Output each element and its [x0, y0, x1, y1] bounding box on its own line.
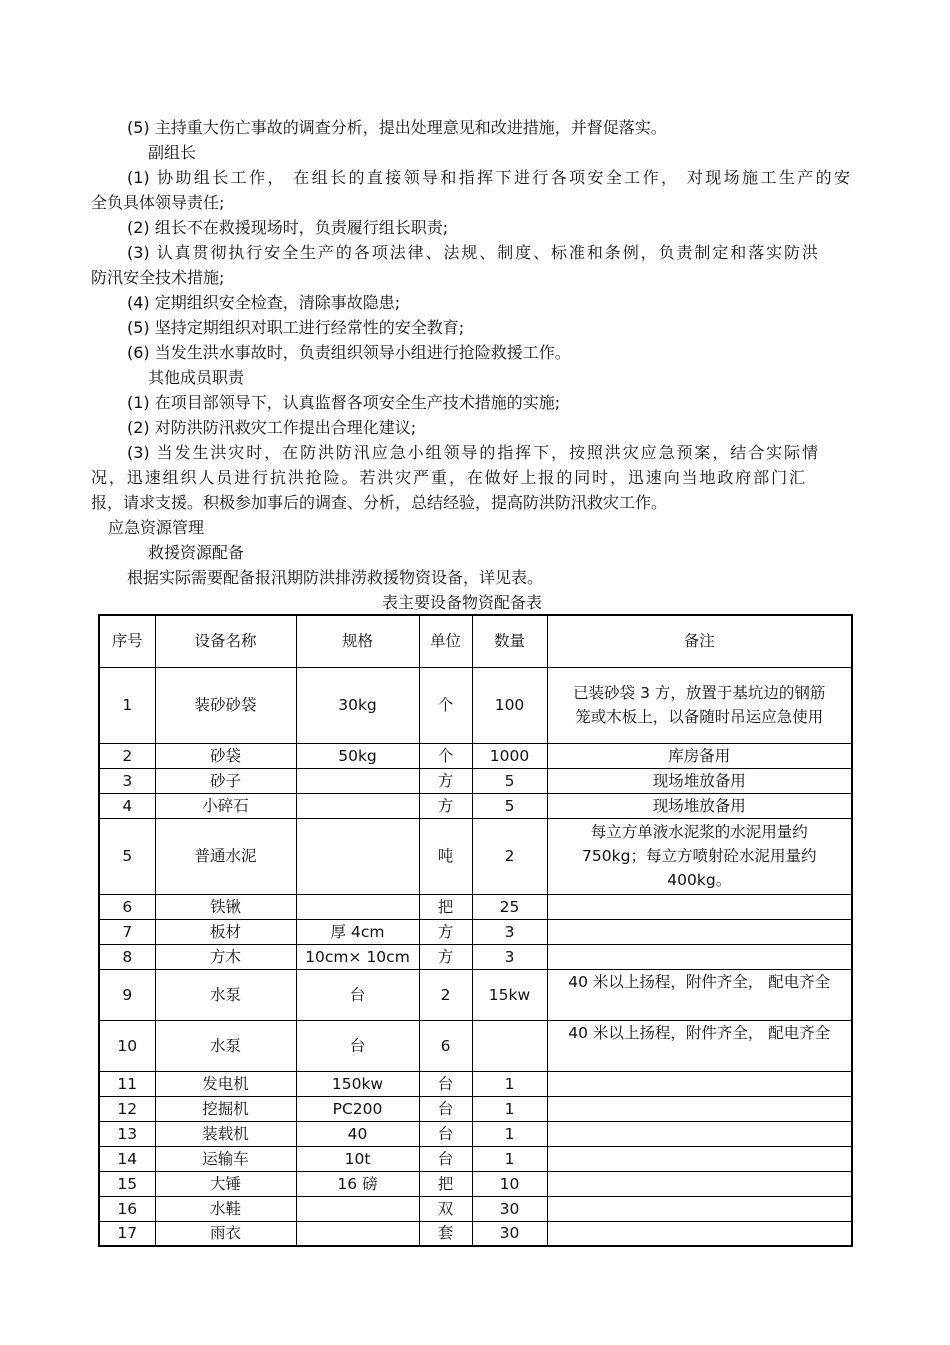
cell-quantity: 100 [472, 667, 547, 743]
cell-index: 16 [99, 1196, 155, 1221]
cell-remark: 现场堆放备用 [547, 768, 852, 793]
cell-index: 15 [99, 1171, 155, 1196]
heading-emergency-resources: 应急资源管理 [108, 518, 205, 537]
paragraph-member-duty-3-line3: 报，请求支援。积极参加事后的调查、分析，总结经验，提高防洪防汛救灾工作。 [91, 493, 668, 512]
cell-quantity: 1 [472, 1146, 547, 1171]
header-remark: 备注 [547, 615, 852, 667]
cell-quantity: 1 [472, 1121, 547, 1146]
paragraph-member-duty-3-line1: (3) 当发生洪灾时，在防洪防汛应急小组领导的指挥下，按照洪灾应急预案，结合实际情 [127, 443, 818, 462]
cell-index: 17 [99, 1221, 155, 1246]
cell-unit: 台 [419, 1071, 472, 1096]
paragraph-deputy-duty-2: (2) 组长不在救援现场时，负责履行组长职责; [127, 218, 449, 237]
cell-unit: 把 [419, 1171, 472, 1196]
cell-remark [547, 919, 852, 944]
cell-name: 装砂砂袋 [155, 667, 296, 743]
cell-unit: 6 [419, 1020, 472, 1071]
cell-unit: 方 [419, 944, 472, 969]
cell-spec: 台 [296, 969, 419, 1020]
header-equipment-name: 设备名称 [155, 615, 296, 667]
heading-other-members: 其他成员职责 [148, 368, 245, 387]
cell-spec: 10t [296, 1146, 419, 1171]
cell-spec: PC200 [296, 1096, 419, 1121]
cell-spec: 台 [296, 1020, 419, 1071]
paragraph-deputy-duty-1-line1: (1) 协助组长工作， 在组长的直接领导和指挥下进行各项安全工作， 对现场施工生产的安 [127, 168, 850, 187]
cell-index: 12 [99, 1096, 155, 1121]
header-spec: 规格 [296, 615, 419, 667]
table-row [99, 793, 852, 818]
cell-spec [296, 1196, 419, 1221]
cell-index: 6 [99, 894, 155, 919]
cell-name: 砂袋 [155, 743, 296, 768]
table-row [99, 1121, 852, 1146]
cell-index: 8 [99, 944, 155, 969]
cell-spec: 厚 4cm [296, 919, 419, 944]
cell-unit: 套 [419, 1221, 472, 1246]
cell-remark: 40 米以上扬程，附件齐全， 配电齐全 [547, 1020, 852, 1071]
cell-name: 水泵 [155, 969, 296, 1020]
cell-unit: 方 [419, 919, 472, 944]
paragraph-deputy-duty-3-line2: 防汛安全技术措施; [91, 268, 225, 287]
cell-remark: 已装砂袋 3 方，放置于基坑边的钢筋笼或木板上，以备随时吊运应急使用 [547, 667, 852, 743]
cell-index: 10 [99, 1020, 155, 1071]
cell-spec: 40 [296, 1121, 419, 1146]
table-header-row [99, 615, 852, 667]
cell-name: 雨衣 [155, 1221, 296, 1246]
cell-spec [296, 768, 419, 793]
cell-name: 挖掘机 [155, 1096, 296, 1121]
cell-remark [547, 1196, 852, 1221]
cell-quantity: 10 [472, 1171, 547, 1196]
cell-remark [547, 1171, 852, 1196]
cell-remark [547, 1096, 852, 1121]
heading-rescue-resources: 救援资源配备 [148, 543, 245, 562]
cell-remark: 现场堆放备用 [547, 793, 852, 818]
table-row [99, 944, 852, 969]
paragraph-member-duty-2: (2) 对防洪防汛救灾工作提出合理化建议; [127, 418, 417, 437]
paragraph-deputy-duty-6: (6) 当发生洪水事故时，负责组织领导小组进行抢险救援工作。 [127, 343, 571, 362]
cell-name: 装载机 [155, 1121, 296, 1146]
cell-index: 4 [99, 793, 155, 818]
cell-index: 5 [99, 818, 155, 894]
cell-name: 运输车 [155, 1146, 296, 1171]
cell-quantity: 3 [472, 944, 547, 969]
table-row [99, 969, 852, 1020]
cell-quantity: 2 [472, 818, 547, 894]
table-caption: 表主要设备物资配备表 [382, 593, 543, 612]
table-row [99, 919, 852, 944]
cell-quantity: 1 [472, 1096, 547, 1121]
cell-name: 水泵 [155, 1020, 296, 1071]
cell-index: 1 [99, 667, 155, 743]
cell-name: 板材 [155, 919, 296, 944]
cell-quantity: 5 [472, 793, 547, 818]
cell-remark [547, 1146, 852, 1171]
cell-unit: 方 [419, 768, 472, 793]
equipment-table [98, 614, 853, 1247]
table-row [99, 818, 852, 894]
cell-unit: 个 [419, 667, 472, 743]
cell-unit: 把 [419, 894, 472, 919]
cell-unit: 方 [419, 793, 472, 818]
header-unit: 单位 [419, 615, 472, 667]
cell-remark [547, 894, 852, 919]
cell-unit: 台 [419, 1146, 472, 1171]
paragraph-deputy-duty-5: (5) 坚持定期组织对职工进行经常性的安全教育; [127, 318, 465, 337]
table-row [99, 1221, 852, 1246]
table-row [99, 743, 852, 768]
table-row [99, 667, 852, 743]
cell-spec: 10cm× 10cm [296, 944, 419, 969]
cell-spec [296, 818, 419, 894]
cell-index: 7 [99, 919, 155, 944]
heading-deputy-leader: 副组长 [148, 143, 197, 162]
paragraph-deputy-duty-1-line2: 全负具体领导责任; [91, 193, 225, 212]
cell-index: 9 [99, 969, 155, 1020]
cell-quantity: 1000 [472, 743, 547, 768]
cell-remark: 40 米以上扬程，附件齐全， 配电齐全 [547, 969, 852, 1020]
cell-name: 普通水泥 [155, 818, 296, 894]
table-row [99, 1196, 852, 1221]
paragraph-deputy-duty-3-line1: (3) 认真贯彻执行安全生产的各项法律、法规、制度、标准和条例，负责制定和落实防洪 [127, 243, 818, 262]
cell-remark [547, 1221, 852, 1246]
table-row [99, 1071, 852, 1096]
cell-name: 发电机 [155, 1071, 296, 1096]
cell-unit: 双 [419, 1196, 472, 1221]
cell-index: 3 [99, 768, 155, 793]
paragraph-resource-intro: 根据实际需要配备报汛期防洪排涝救援物资设备，详见表。 [127, 568, 544, 587]
cell-unit: 个 [419, 743, 472, 768]
cell-index: 11 [99, 1071, 155, 1096]
cell-name: 水鞋 [155, 1196, 296, 1221]
cell-remark: 库房备用 [547, 743, 852, 768]
header-quantity: 数量 [472, 615, 547, 667]
cell-remark [547, 1121, 852, 1146]
cell-name: 铁锹 [155, 894, 296, 919]
cell-unit: 台 [419, 1096, 472, 1121]
cell-quantity: 15kw [472, 969, 547, 1020]
table-row [99, 894, 852, 919]
cell-index: 13 [99, 1121, 155, 1146]
cell-spec: 50kg [296, 743, 419, 768]
cell-quantity: 30 [472, 1196, 547, 1221]
cell-unit: 吨 [419, 818, 472, 894]
paragraph-member-duty-1: (1) 在项目部领导下，认真监督各项安全生产技术措施的实施; [127, 393, 561, 412]
header-index: 序号 [99, 615, 155, 667]
cell-quantity [472, 1020, 547, 1071]
cell-quantity: 25 [472, 894, 547, 919]
cell-name: 方木 [155, 944, 296, 969]
cell-spec [296, 793, 419, 818]
cell-index: 14 [99, 1146, 155, 1171]
cell-spec [296, 894, 419, 919]
table-row [99, 1020, 852, 1071]
cell-spec: 150kw [296, 1071, 419, 1096]
paragraph-member-duty-3-line2: 况，迅速组织人员进行抗洪抢险。若洪灾严重，在做好上报的同时，迅速向当地政府部门汇 [91, 468, 805, 487]
paragraph-leader-duty-5: (5) 主持重大伤亡事故的调查分析，提出处理意见和改进措施，并督促落实。 [127, 118, 667, 137]
cell-index: 2 [99, 743, 155, 768]
cell-name: 小碎石 [155, 793, 296, 818]
cell-quantity: 30 [472, 1221, 547, 1246]
cell-spec: 16 磅 [296, 1171, 419, 1196]
cell-remark [547, 944, 852, 969]
table-row [99, 768, 852, 793]
cell-spec: 30kg [296, 667, 419, 743]
cell-quantity: 3 [472, 919, 547, 944]
cell-unit: 2 [419, 969, 472, 1020]
table-row [99, 1171, 852, 1196]
table-row [99, 1096, 852, 1121]
cell-quantity: 5 [472, 768, 547, 793]
cell-name: 大锤 [155, 1171, 296, 1196]
cell-remark [547, 1071, 852, 1096]
table-row [99, 1146, 852, 1171]
cell-spec [296, 1221, 419, 1246]
paragraph-deputy-duty-4: (4) 定期组织安全检查，清除事故隐患; [127, 293, 401, 312]
cell-quantity: 1 [472, 1071, 547, 1096]
cell-remark: 每立方单液水泥浆的水泥用量约750kg；每立方喷射砼水泥用量约400kg。 [547, 818, 852, 894]
cell-name: 砂子 [155, 768, 296, 793]
cell-unit: 台 [419, 1121, 472, 1146]
